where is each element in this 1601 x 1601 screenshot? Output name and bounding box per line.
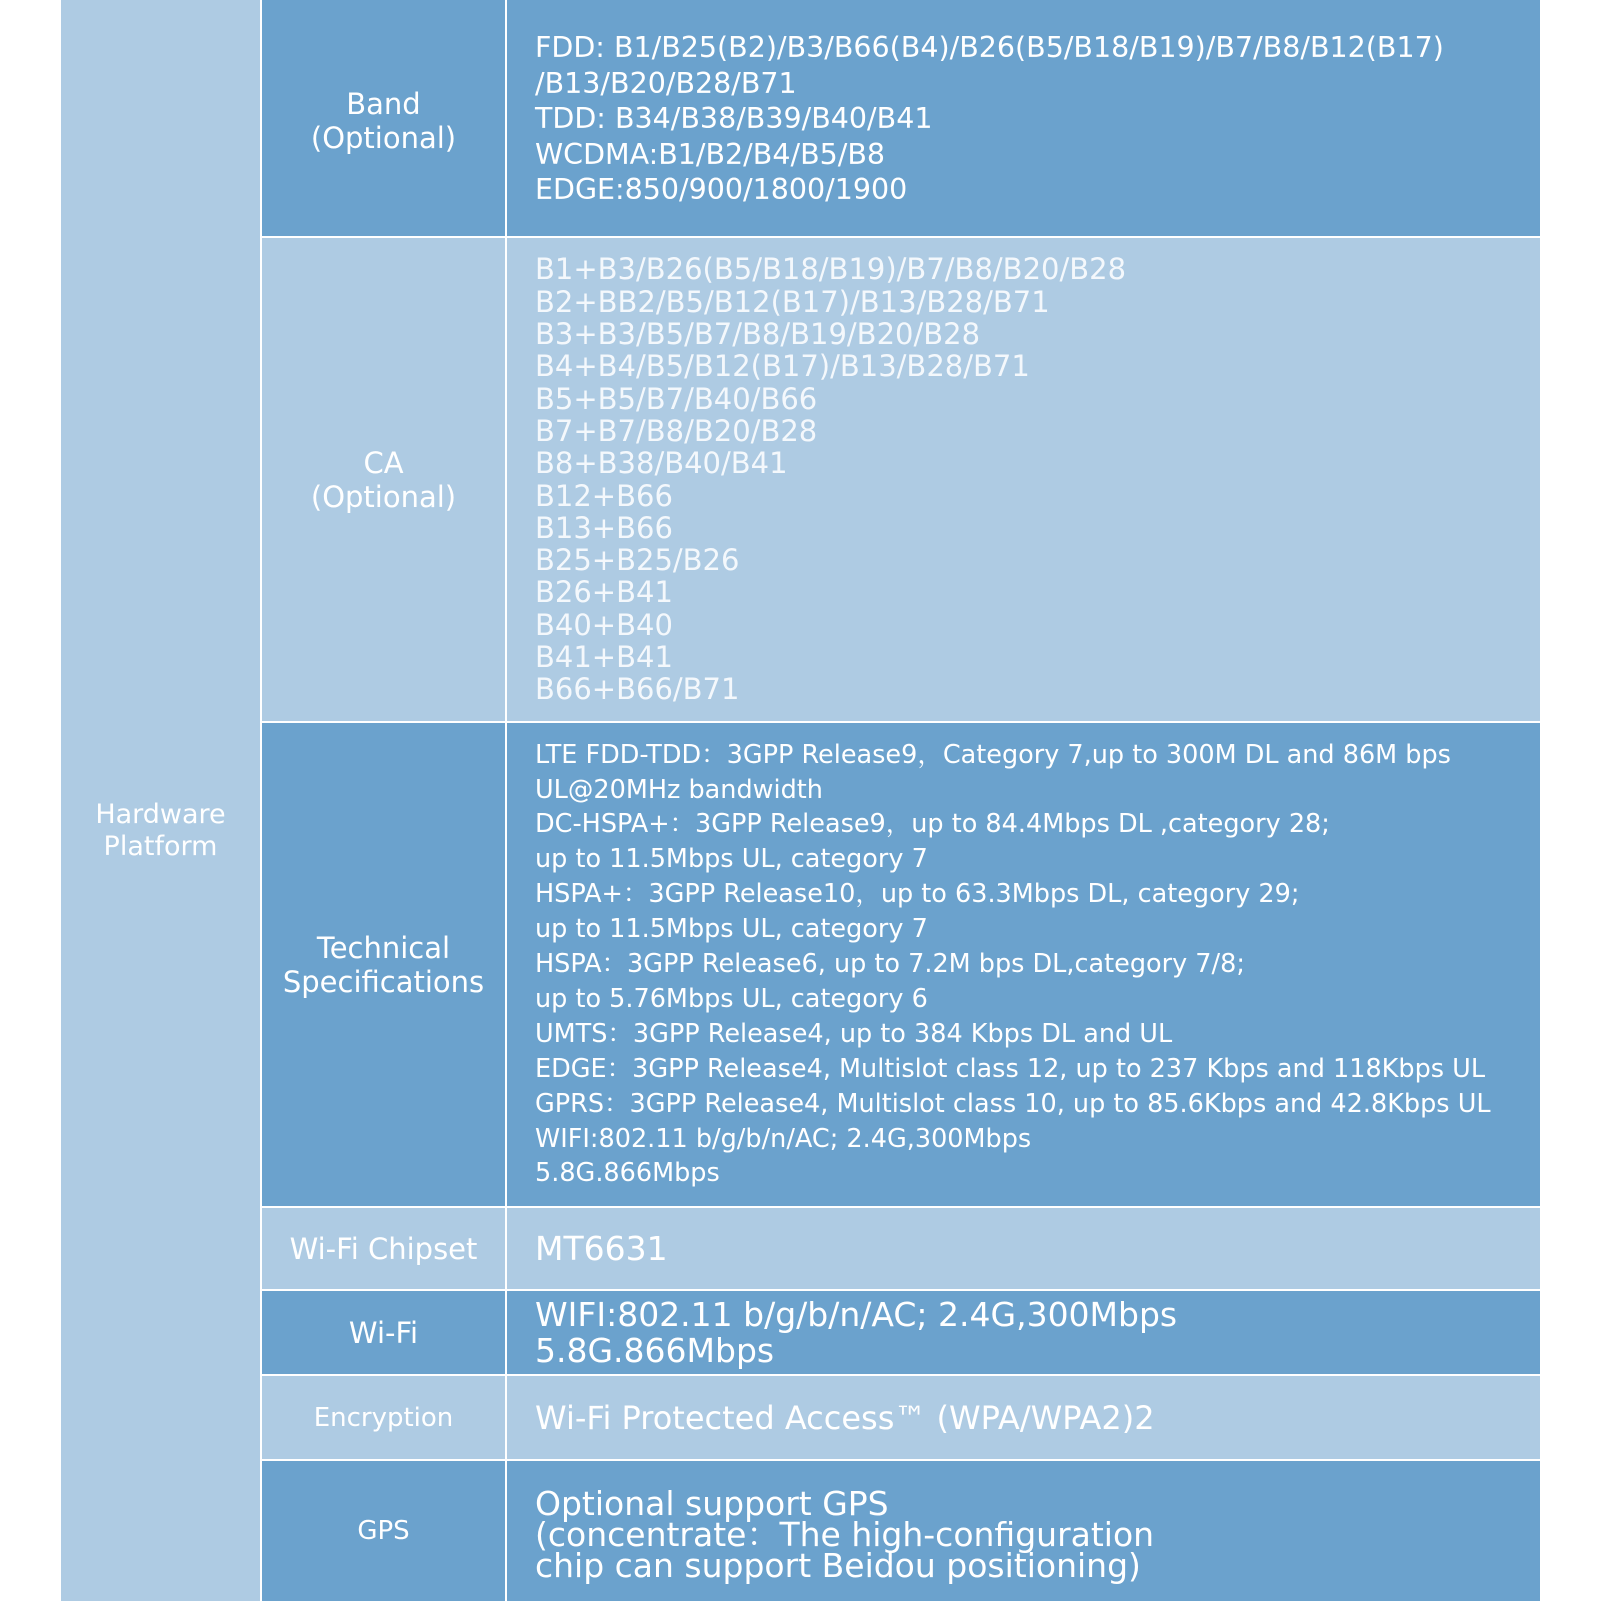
tech-label-cell: [262, 723, 505, 1206]
gps-line: (concentrate：The high-configuration: [535, 1515, 1155, 1554]
tech-spec-line: DC-HSPA+：3GPP Release9，up to 84.4Mbps DL ,category 28;: [535, 809, 1330, 840]
band-value-cell: [507, 0, 1540, 236]
category-label-line1: Hardware: [95, 798, 226, 830]
encryption-value-cell: [507, 1376, 1540, 1459]
band-label-line2: (Optional): [310, 121, 457, 155]
wifi-value-cell: [507, 1291, 1540, 1374]
row-encryption: [262, 1376, 1540, 1459]
ca-combination: B41+B41: [535, 639, 673, 674]
chipset-value: MT6631: [535, 1228, 668, 1268]
ca-label-cell: [262, 238, 505, 721]
gps-label-cell: [262, 1461, 505, 1601]
tech-spec-line: LTE FDD-TDD：3GPP Release9，Category 7,up to 300M DL and 86M bps: [535, 739, 1451, 770]
wifi-line: WIFI:802.11 b/g/b/n/AC; 2.4G,300Mbps: [535, 1294, 1178, 1334]
tech-spec-line: UMTS：3GPP Release4, up to 384 Kbps DL and UL: [535, 1018, 1173, 1049]
chipset-label: Wi-Fi Chipset: [289, 1231, 478, 1266]
gps-line: chip can support Beidou positioning): [535, 1546, 1141, 1585]
gps-label: GPS: [357, 1516, 410, 1546]
wifi-label: Wi-Fi: [348, 1315, 419, 1350]
ca-combination: B26+B41: [535, 575, 673, 610]
ca-combination: B4+B4/B5/B12(B17)/B13/B28/B71: [535, 349, 1030, 384]
tech-label-line1: Technical: [316, 930, 451, 965]
ca-combination: B66+B66/B71: [535, 672, 740, 707]
tech-spec-line: 5.8G.866Mbps: [535, 1158, 720, 1189]
ca-combination: B2+BB2/B5/B12(B17)/B13/B28/B71: [535, 284, 1050, 319]
band-line: /B13/B20/B28/B71: [535, 66, 797, 100]
tech-spec-line: up to 11.5Mbps UL, category 7: [535, 914, 928, 945]
wifi-label-cell: [262, 1291, 505, 1374]
band-line: EDGE:850/900/1800/1900: [535, 173, 908, 207]
ca-label-line1: CA: [363, 445, 404, 480]
row-band: [262, 0, 1540, 236]
ca-label-line2: (Optional): [310, 479, 457, 514]
tech-value-cell: [507, 723, 1540, 1206]
ca-combination: B7+B7/B8/B20/B28: [535, 413, 818, 448]
tech-spec-line: EDGE：3GPP Release4, Multislot class 12, up to 237 Kbps and 118Kbps UL: [535, 1053, 1486, 1084]
category-label-line2: Platform: [103, 830, 218, 862]
band-line: TDD: B34/B38/B39/B40/B41: [535, 102, 933, 136]
tech-spec-line: HSPA+：3GPP Release10，up to 63.3Mbps DL, category 29;: [535, 879, 1300, 910]
encryption-value: Wi-Fi Protected Access™ (WPA/WPA2)2: [535, 1398, 1155, 1437]
ca-combination: B1+B3/B26(B5/B18/B19)/B7/B8/B20/B28: [535, 252, 1127, 287]
ca-combination: B5+B5/B7/B40/B66: [535, 381, 818, 416]
wifi-line: 5.8G.866Mbps: [535, 1330, 775, 1370]
row-ca: [262, 238, 1540, 721]
ca-combination: B13+B66: [535, 510, 673, 545]
category-cell-hardware-platform: [61, 0, 260, 1601]
encryption-label-cell: [262, 1376, 505, 1459]
ca-combination: B8+B38/B40/B41: [535, 446, 788, 481]
tech-spec-line: up to 11.5Mbps UL, category 7: [535, 844, 928, 875]
tech-spec-line: GPRS：3GPP Release4, Multislot class 10, up to 85.6Kbps and 42.8Kbps UL: [535, 1088, 1491, 1119]
ca-value-cell: [507, 238, 1540, 721]
tech-spec-line: WIFI:802.11 b/g/b/n/AC; 2.4G,300Mbps: [535, 1123, 1032, 1154]
band-label-line1: Band: [346, 87, 421, 121]
ca-combination: B12+B66: [535, 478, 673, 513]
row-technical-specifications: [262, 723, 1540, 1206]
band-label-cell: [262, 0, 505, 236]
chipset-label-cell: [262, 1208, 505, 1289]
band-line: FDD: B1/B25(B2)/B3/B66(B4)/B26(B5/B18/B19)/B7/B8/B12(B17): [535, 31, 1444, 65]
ca-combination: B25+B25/B26: [535, 543, 740, 578]
tech-label-line2: Specifications: [282, 964, 485, 999]
encryption-label: Encryption: [313, 1402, 454, 1433]
ca-combination: B3+B3/B5/B7/B8/B19/B20/B28: [535, 317, 981, 352]
gps-line: Optional support GPS: [535, 1484, 889, 1523]
chipset-value-cell: [507, 1208, 1540, 1289]
row-gps: [262, 1461, 1540, 1601]
row-wifi-chipset: [262, 1208, 1540, 1289]
tech-spec-line: up to 5.76Mbps UL, category 6: [535, 983, 928, 1014]
tech-spec-line: UL@20MHz bandwidth: [535, 774, 823, 805]
band-line: WCDMA:B1/B2/B4/B5/B8: [535, 137, 886, 171]
gps-value-cell: [507, 1461, 1540, 1601]
tech-spec-line: HSPA：3GPP Release6, up to 7.2M bps DL,category 7/8;: [535, 949, 1245, 980]
row-wifi: [262, 1291, 1540, 1374]
ca-combination: B40+B40: [535, 607, 673, 642]
